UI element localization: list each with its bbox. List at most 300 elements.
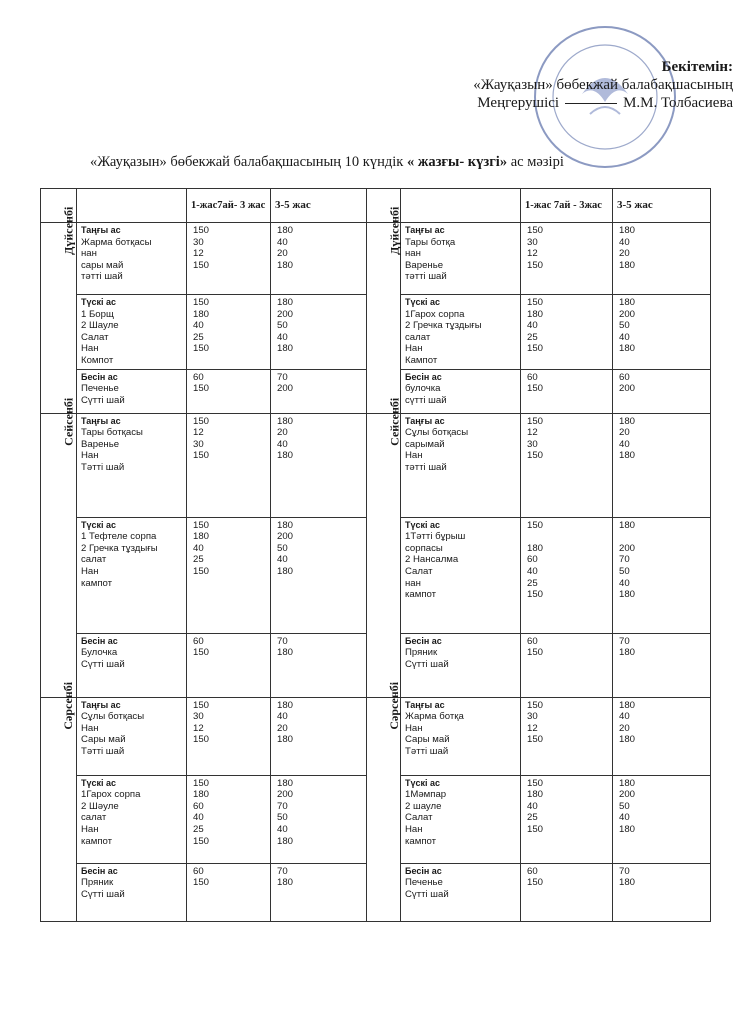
portion-value: 180: [619, 343, 636, 355]
dish-name: Сүтті шай: [81, 658, 125, 670]
dish-name: Салат: [405, 812, 433, 824]
portion-value: 200: [619, 308, 636, 320]
portion-value: 150: [527, 823, 544, 835]
portion-value: 180: [277, 647, 294, 659]
portion-cell-age-2: [613, 517, 711, 633]
portion-value: 70: [619, 554, 630, 566]
portion-value: 150: [193, 343, 210, 355]
portion-value: 40: [277, 711, 288, 723]
meal-heading: Таңғы ас: [81, 415, 121, 426]
dish-name: Кампот: [405, 354, 438, 366]
portion-value: 12: [527, 248, 538, 260]
dish-name: Печенье: [405, 877, 443, 889]
portion-value: 180: [619, 699, 636, 711]
portion-value: 70: [619, 865, 630, 877]
dish-name: Сүтті шай: [405, 888, 449, 900]
dish-name: булочка: [405, 383, 441, 395]
dish-name: нан: [405, 248, 421, 260]
portion-cell-age-2: [271, 633, 367, 697]
dish-name: тәтті шай: [81, 271, 123, 283]
portion-value: 180: [619, 734, 636, 746]
portion-cell-age-2: [613, 295, 711, 370]
dishes-cell: [77, 863, 187, 921]
portion-cell-age-1: [521, 223, 613, 295]
portion-value: 40: [527, 565, 538, 577]
portion-value: 60: [527, 371, 538, 383]
portion-cell-age-2: [613, 775, 711, 863]
portion-value: 25: [527, 331, 538, 343]
portion-value: 180: [619, 450, 636, 462]
portion-value: 50: [619, 565, 630, 577]
portion-value: 12: [193, 248, 204, 260]
portion-value: 150: [527, 777, 544, 789]
portion-value: 60: [193, 865, 204, 877]
portion-value: 60: [527, 554, 538, 566]
portion-cell-age-1: [521, 413, 613, 517]
day-label: Сәрсенбі: [61, 681, 76, 730]
portion-value: 200: [619, 789, 636, 801]
meal-heading: Түскі ас: [405, 297, 441, 307]
portion-value: 30: [193, 236, 204, 248]
portion-value: 70: [277, 800, 288, 812]
portion-value: 180: [619, 777, 636, 789]
portion-value: 12: [193, 427, 204, 439]
dish-name: 2 Шәуле: [81, 800, 119, 812]
dishes-cell: [401, 295, 521, 370]
meal-heading: Таңғы ас: [405, 415, 445, 426]
portion-value: 150: [527, 415, 544, 427]
portion-value: 150: [527, 297, 544, 308]
portion-cell-age-1: [187, 295, 271, 370]
portion-value: 12: [527, 427, 538, 439]
portion-cell-age-1: [521, 295, 613, 370]
dish-name: 2 Гречка тұздығы: [81, 542, 158, 554]
portion-cell-age-1: [521, 697, 613, 775]
portion-value: 70: [277, 865, 288, 877]
portion-value: 150: [527, 877, 544, 889]
portion-value: 200: [277, 308, 294, 320]
portion-value: 180: [527, 789, 544, 801]
portion-value: 30: [527, 236, 538, 248]
dish-name: кампот: [405, 589, 437, 601]
portion-cell-age-2: [271, 295, 367, 370]
portion-value: 20: [619, 722, 630, 734]
portion-value: [525, 531, 608, 543]
dish-name: сары май: [81, 259, 124, 271]
dish-name: Печенье: [81, 383, 119, 395]
dish-name: 1Тәтті бұрыш: [405, 531, 466, 543]
day-label: Сейсенбі: [61, 397, 76, 446]
header-blank-cell: [77, 189, 187, 223]
dish-name: Нан: [405, 450, 423, 462]
portion-value: [617, 531, 706, 543]
dish-name: Жарма ботқасы: [81, 236, 152, 248]
dish-name: 1 Борщ: [81, 308, 114, 320]
portion-value: 40: [619, 711, 630, 723]
portion-value: 150: [193, 647, 210, 659]
dish-name: Нан: [81, 722, 99, 734]
approval-block: [473, 58, 733, 112]
portion-value: 150: [193, 699, 210, 711]
portion-value: 20: [277, 248, 288, 260]
dish-name: 1 Тефтеле сорпа: [81, 531, 157, 543]
dish-name: Нан: [81, 450, 99, 462]
meal-heading: Түскі ас: [81, 519, 117, 530]
dish-name: салат: [81, 812, 107, 824]
dish-name: Пряник: [405, 647, 438, 659]
header-age-1: 1-жас7ай- 3 жас: [187, 189, 271, 223]
portion-value: 180: [277, 699, 294, 711]
table-row: [41, 697, 711, 775]
dish-name: нан: [81, 248, 97, 260]
meal-heading: Бесін ас: [405, 635, 442, 646]
dish-name: Варенье: [405, 259, 444, 271]
portion-value: 25: [193, 331, 204, 343]
title-prefix: «Жауқазын» бөбекжай балабақшасының 10 күндік: [90, 154, 407, 170]
dishes-cell: [401, 775, 521, 863]
meal-heading: Түскі ас: [81, 777, 117, 788]
meal-heading: Таңғы ас: [405, 699, 445, 710]
portion-value: 40: [193, 320, 204, 332]
approve-organization: «Жауқазын» бөбекжай балабақшасының: [473, 77, 733, 93]
portion-value: 60: [193, 800, 204, 812]
portion-value: 180: [277, 565, 294, 577]
dishes-cell: [401, 517, 521, 633]
portion-value: 150: [527, 343, 544, 355]
portion-value: 150: [193, 519, 210, 531]
dish-name: кампот: [81, 577, 113, 589]
portion-value: 12: [527, 722, 538, 734]
meal-heading: Таңғы ас: [405, 225, 445, 235]
portion-cell-age-2: [613, 223, 711, 295]
portion-value: 60: [527, 635, 538, 647]
dish-name: Жарма ботқа: [405, 711, 464, 723]
portion-cell-age-1: [521, 775, 613, 863]
portion-value: 180: [193, 789, 210, 801]
dish-name: Тәтті шай: [81, 745, 125, 757]
portion-cell-age-1: [521, 863, 613, 921]
portion-value: 180: [527, 542, 544, 554]
dish-name: Тары ботқа: [405, 236, 456, 248]
dish-name: Сары май: [405, 734, 450, 746]
dish-name: Тәтті шай: [405, 745, 449, 757]
portion-value: 40: [527, 800, 538, 812]
portion-value: 30: [527, 438, 538, 450]
portion-value: 50: [277, 320, 288, 332]
portion-value: 200: [277, 789, 294, 801]
portion-value: 150: [527, 225, 544, 236]
portion-value: 180: [619, 647, 636, 659]
portion-value: 150: [527, 259, 544, 271]
portion-value: 150: [527, 589, 544, 601]
portion-value: 180: [277, 297, 294, 308]
portion-value: 180: [277, 519, 294, 531]
day-label: Сәрсенбі: [387, 681, 402, 730]
portion-cell-age-1: [187, 517, 271, 633]
dishes-cell: [77, 633, 187, 697]
portion-value: 40: [619, 438, 630, 450]
portion-value: 20: [619, 248, 630, 260]
approve-role: Меңгерушісі: [477, 95, 560, 111]
meal-heading: Түскі ас: [405, 519, 441, 530]
table-row: [41, 413, 711, 517]
day-cell: [41, 397, 77, 697]
portion-value: 20: [277, 427, 288, 439]
portion-cell-age-2: [613, 413, 711, 517]
title-suffix: ас мәзірі: [510, 154, 564, 170]
portion-value: 150: [527, 647, 544, 659]
dishes-cell: [401, 413, 521, 517]
portion-value: 150: [527, 734, 544, 746]
portion-value: 150: [193, 877, 210, 889]
approve-signature-row: [473, 94, 733, 112]
day-label: Сейсенбі: [387, 397, 402, 446]
dishes-cell: [77, 697, 187, 775]
dish-name: Нан: [405, 343, 423, 355]
portion-value: 50: [619, 320, 630, 332]
portion-value: 30: [193, 438, 204, 450]
portion-value: 200: [619, 383, 636, 395]
portion-value: 180: [619, 259, 636, 271]
dishes-cell: [401, 697, 521, 775]
portion-value: 150: [527, 450, 544, 462]
meal-heading: Бесін ас: [81, 635, 118, 646]
portion-value: 180: [619, 589, 636, 601]
portion-value: 40: [277, 236, 288, 248]
portion-value: 70: [619, 635, 630, 647]
dish-name: Сұлы ботқасы: [81, 711, 145, 723]
header-age-1: 1-жас 7ай - 3жас: [521, 189, 613, 223]
portion-cell-age-1: [187, 223, 271, 295]
header-age-2: 3-5 жас: [613, 189, 711, 223]
portion-value: 70: [277, 371, 288, 383]
meal-heading: Бесін ас: [81, 371, 118, 382]
portion-value: 40: [193, 812, 204, 824]
portion-cell-age-2: [271, 517, 367, 633]
dish-name: Варенье: [81, 438, 120, 450]
portion-value: 60: [193, 371, 204, 383]
dish-name: салат: [405, 331, 431, 343]
dish-name: тәтті шай: [405, 461, 447, 473]
portion-value: 40: [277, 331, 288, 343]
portion-value: 180: [619, 415, 636, 427]
day-cell: [41, 206, 77, 414]
signature-line: [565, 103, 617, 104]
portion-value: 180: [277, 877, 294, 889]
portion-value: 200: [277, 531, 294, 543]
dish-name: Булочка: [81, 647, 118, 659]
portion-value: 150: [193, 450, 210, 462]
meal-heading: Таңғы ас: [81, 699, 121, 710]
portion-value: 60: [619, 371, 630, 383]
portion-cell-age-1: [187, 775, 271, 863]
menu-table-body: [41, 206, 711, 922]
portion-value: 25: [527, 812, 538, 824]
header-age-2: 3-5 жас: [271, 189, 367, 223]
dishes-cell: [401, 369, 521, 413]
meal-heading: Бесін ас: [405, 865, 442, 876]
portion-cell-age-2: [271, 863, 367, 921]
portion-value: 150: [527, 519, 544, 531]
portion-value: 180: [619, 877, 636, 889]
portion-value: 180: [277, 777, 294, 789]
approve-title: Бекітемін:: [661, 59, 733, 75]
portion-value: 180: [277, 225, 294, 236]
dishes-cell: [77, 223, 187, 295]
portion-value: 180: [193, 531, 210, 543]
dish-name: салат: [81, 554, 107, 566]
portion-value: 70: [277, 635, 288, 647]
dish-name: сарымай: [405, 438, 445, 450]
portion-value: 40: [619, 577, 630, 589]
portion-value: 150: [193, 835, 210, 847]
day-label: Дүйсенбі: [61, 206, 76, 255]
dishes-cell: [401, 633, 521, 697]
portion-value: 200: [277, 383, 294, 395]
menu-table: [40, 188, 711, 922]
portion-value: 40: [527, 320, 538, 332]
portion-value: 60: [527, 865, 538, 877]
dish-name: нан: [405, 577, 421, 589]
portion-value: 60: [193, 635, 204, 647]
portion-cell-age-1: [521, 633, 613, 697]
day-label: Дүйсенбі: [387, 206, 402, 255]
portion-value: 180: [619, 225, 636, 236]
portion-value: 12: [193, 722, 204, 734]
portion-cell-age-2: [613, 863, 711, 921]
portion-value: 150: [193, 565, 210, 577]
meal-heading: Түскі ас: [81, 297, 117, 307]
dish-name: Сұлы ботқасы: [405, 427, 469, 439]
title-season: « жазғы- күзгі»: [406, 154, 511, 170]
dish-name: 1Гарох сорпа: [81, 789, 141, 801]
portion-value: 150: [193, 734, 210, 746]
dish-name: сүтті шай: [405, 394, 447, 406]
dish-name: Нан: [405, 722, 423, 734]
dish-name: Нан: [81, 565, 99, 577]
dish-name: кампот: [81, 835, 113, 847]
portion-value: 200: [619, 542, 636, 554]
dish-name: сорпасы: [405, 542, 443, 554]
meal-heading: Түскі ас: [405, 777, 441, 788]
portion-value: 20: [619, 427, 630, 439]
dish-name: Пряник: [81, 877, 114, 889]
dish-name: Салат: [81, 331, 109, 343]
portion-value: 180: [277, 415, 294, 427]
dish-name: Нан: [81, 823, 99, 835]
portion-value: 40: [619, 331, 630, 343]
dishes-cell: [77, 413, 187, 517]
portion-cell-age-1: [521, 369, 613, 413]
portion-value: 180: [277, 343, 294, 355]
portion-value: 30: [193, 711, 204, 723]
portion-value: 50: [277, 542, 288, 554]
portion-value: 40: [619, 812, 630, 824]
portion-cell-age-2: [271, 697, 367, 775]
dishes-cell: [401, 863, 521, 921]
portion-value: 150: [527, 699, 544, 711]
dish-name: Тәтті шай: [81, 461, 125, 473]
dish-name: 2 Гречка тұздығы: [405, 320, 482, 332]
portion-cell-age-2: [613, 369, 711, 413]
dish-name: 2 шауле: [405, 800, 442, 812]
portion-cell-age-1: [187, 633, 271, 697]
header-blank-cell: [401, 189, 521, 223]
portion-value: 150: [193, 777, 210, 789]
dish-name: Сүтті шай: [405, 658, 449, 670]
portion-value: 180: [277, 450, 294, 462]
dish-name: Сүтті шай: [81, 394, 125, 406]
portion-cell-age-2: [271, 413, 367, 517]
portion-cell-age-2: [613, 633, 711, 697]
portion-value: 40: [277, 823, 288, 835]
portion-value: 150: [193, 259, 210, 271]
portion-cell-age-1: [521, 517, 613, 633]
portion-value: 40: [277, 438, 288, 450]
portion-value: 180: [193, 308, 210, 320]
portion-value: 30: [527, 711, 538, 723]
portion-value: 40: [619, 236, 630, 248]
dishes-cell: [77, 775, 187, 863]
dish-name: 2 Нансалма: [405, 554, 459, 566]
portion-value: 150: [193, 225, 210, 236]
day-cell: [367, 397, 402, 697]
portion-value: 150: [527, 383, 544, 395]
portion-value: 150: [193, 297, 210, 308]
dish-name: Сары май: [81, 734, 126, 746]
dishes-cell: [401, 223, 521, 295]
dishes-cell: [77, 369, 187, 413]
day-cell: [367, 206, 402, 414]
portion-value: 180: [277, 734, 294, 746]
dishes-cell: [77, 517, 187, 633]
meal-heading: Бесін ас: [81, 865, 118, 876]
portion-cell-age-1: [187, 697, 271, 775]
dish-name: Компот: [81, 354, 114, 366]
portion-value: 50: [619, 800, 630, 812]
portion-value: 180: [619, 519, 636, 531]
meal-heading: Таңғы ас: [81, 225, 121, 235]
portion-cell-age-2: [271, 369, 367, 413]
portion-value: 25: [193, 823, 204, 835]
portion-value: 50: [277, 812, 288, 824]
meal-heading: Бесін ас: [405, 371, 442, 382]
portion-value: 150: [193, 383, 210, 395]
dish-name: 1Мәмпар: [405, 789, 447, 801]
portion-cell-age-1: [187, 413, 271, 517]
dish-name: 2 Шауле: [81, 320, 119, 332]
portion-cell-age-2: [271, 223, 367, 295]
dish-name: Тары ботқасы: [81, 427, 143, 439]
portion-cell-age-1: [187, 863, 271, 921]
approve-name: М.М. Толбасиева: [623, 95, 733, 111]
dish-name: 1Гарох сорпа: [405, 308, 465, 320]
table-row: [41, 223, 711, 295]
portion-cell-age-1: [187, 369, 271, 413]
document-title: [90, 154, 564, 171]
portion-value: 180: [619, 297, 636, 308]
dish-name: Салат: [405, 565, 433, 577]
portion-value: 20: [277, 722, 288, 734]
dishes-cell: [77, 295, 187, 370]
dish-name: Сүтті шай: [81, 888, 125, 900]
portion-cell-age-2: [613, 697, 711, 775]
portion-value: 25: [527, 577, 538, 589]
portion-value: 40: [277, 554, 288, 566]
portion-value: 180: [619, 823, 636, 835]
dish-name: тәтті шай: [405, 271, 447, 283]
portion-value: 180: [277, 835, 294, 847]
